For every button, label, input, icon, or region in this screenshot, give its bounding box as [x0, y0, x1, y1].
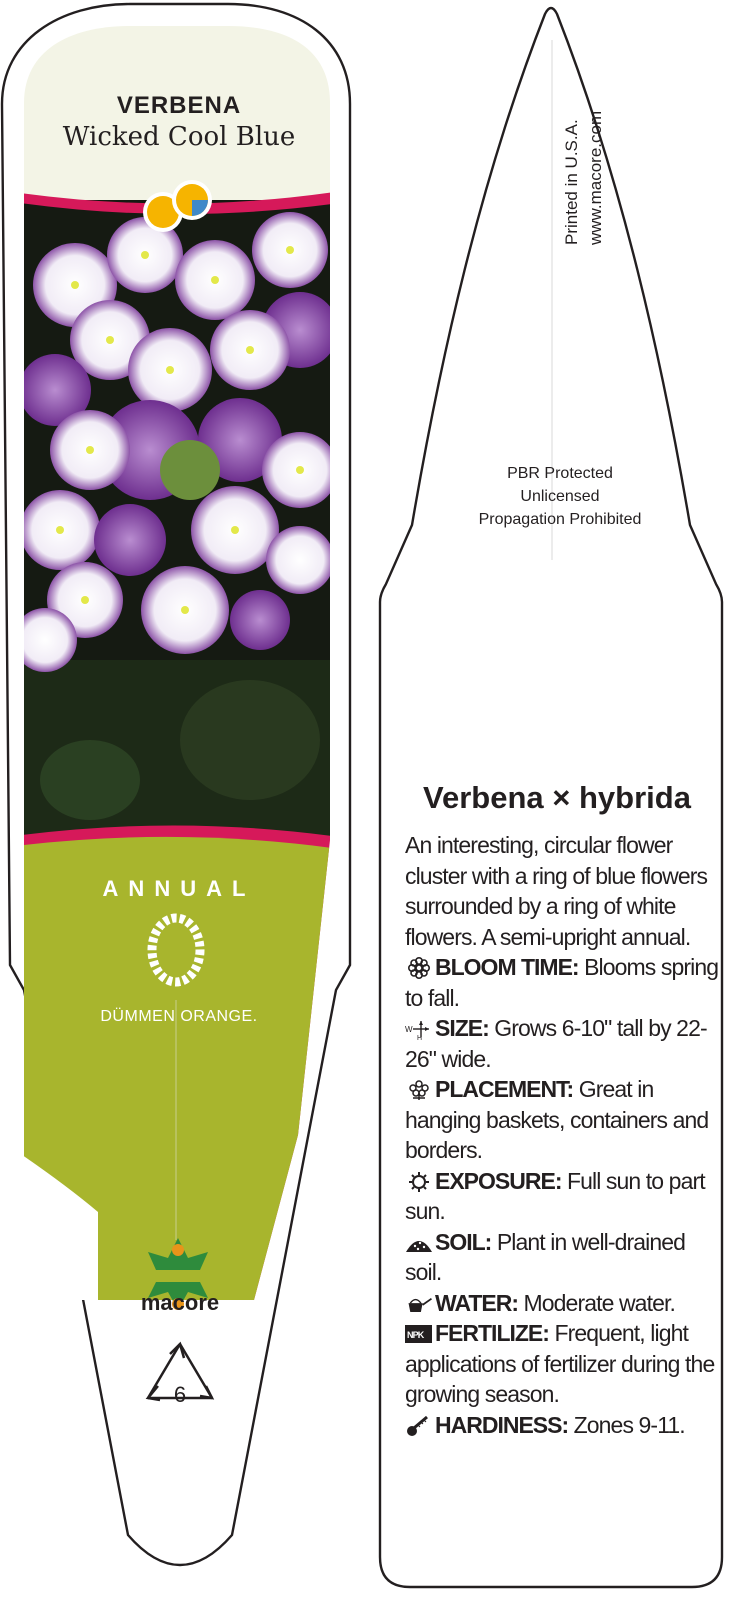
thermometer-icon	[405, 1415, 435, 1437]
attribute-text: Frequent, light applications of fertilizer during the growing season.	[405, 1320, 715, 1407]
watering-can-icon	[405, 1293, 435, 1315]
soil-icon	[405, 1232, 435, 1254]
sun-icon	[405, 1171, 435, 1193]
pbr-notice	[430, 462, 690, 531]
attribute-size	[405, 1013, 723, 1074]
npk-icon	[405, 1323, 435, 1345]
attribute-fertilize	[405, 1318, 723, 1410]
attribute-text: Great in hanging baskets, containers and borders.	[405, 1076, 709, 1163]
attribute-exposure	[405, 1166, 723, 1227]
plant-name: VERBENA	[116, 92, 242, 119]
attribute-placement	[405, 1074, 723, 1166]
svg-text:NPK: NPK	[407, 1330, 424, 1340]
attribute-text: Full sun to part sun.	[405, 1167, 705, 1224]
attribute-hardiness	[405, 1410, 723, 1441]
attribute-bloom-time	[405, 952, 723, 1013]
category-label: ANNUAL	[102, 876, 256, 901]
pbr-line: Unlicensed	[520, 488, 600, 505]
scientific-name: Verbena × hybrida	[423, 780, 691, 815]
attribute-text: Moderate water.	[523, 1289, 675, 1316]
plant-icon	[405, 1079, 435, 1101]
attribute-water	[405, 1288, 723, 1319]
attribute-label: HARDINESS:	[435, 1411, 569, 1438]
attribute-soil	[405, 1227, 723, 1288]
svg-text:W: W	[405, 1025, 412, 1034]
attribute-label: FERTILIZE:	[435, 1320, 549, 1346]
attribute-label: WATER:	[435, 1289, 519, 1316]
printed-in: Printed in U.S.A.	[562, 119, 581, 245]
attribute-label: PLACEMENT:	[435, 1076, 574, 1102]
size-icon	[405, 1018, 435, 1040]
recycle-code: 6	[173, 1382, 187, 1407]
printer-logo-text: macore	[140, 1290, 220, 1315]
description: An interesting, circular flower cluster with a ring of blue flowers surrounded by a ring of white flowers. A semi-upright annual.	[405, 832, 708, 950]
attribute-label: SIZE:	[435, 1015, 489, 1041]
attribute-text: Blooms spring to fall.	[405, 954, 719, 1011]
pbr-line: PBR Protected	[507, 465, 613, 482]
plant-photo	[0, 200, 360, 840]
attribute-text: Grows 6-10" tall by 22-26" wide.	[405, 1015, 707, 1072]
printed-info	[560, 111, 608, 245]
flower-icon	[405, 957, 435, 979]
brand-name: DÜMMEN ORANGE.	[100, 1008, 258, 1025]
attribute-text: Zones 9-11.	[573, 1411, 685, 1438]
attribute-label: BLOOM TIME:	[435, 954, 579, 980]
brand-logo-letter	[160, 914, 192, 986]
care-info	[405, 830, 723, 1440]
attribute-text: Plant in well-drained soil.	[405, 1228, 686, 1285]
attribute-label: SOIL:	[435, 1228, 492, 1255]
svg-text:H: H	[417, 1035, 422, 1040]
website: www.macore.com	[586, 110, 605, 245]
part-sun-icon	[172, 180, 212, 220]
variety-name: Wicked Cool Blue	[62, 122, 296, 152]
pbr-line: Propagation Prohibited	[478, 511, 642, 528]
attribute-label: EXPOSURE:	[435, 1167, 562, 1194]
